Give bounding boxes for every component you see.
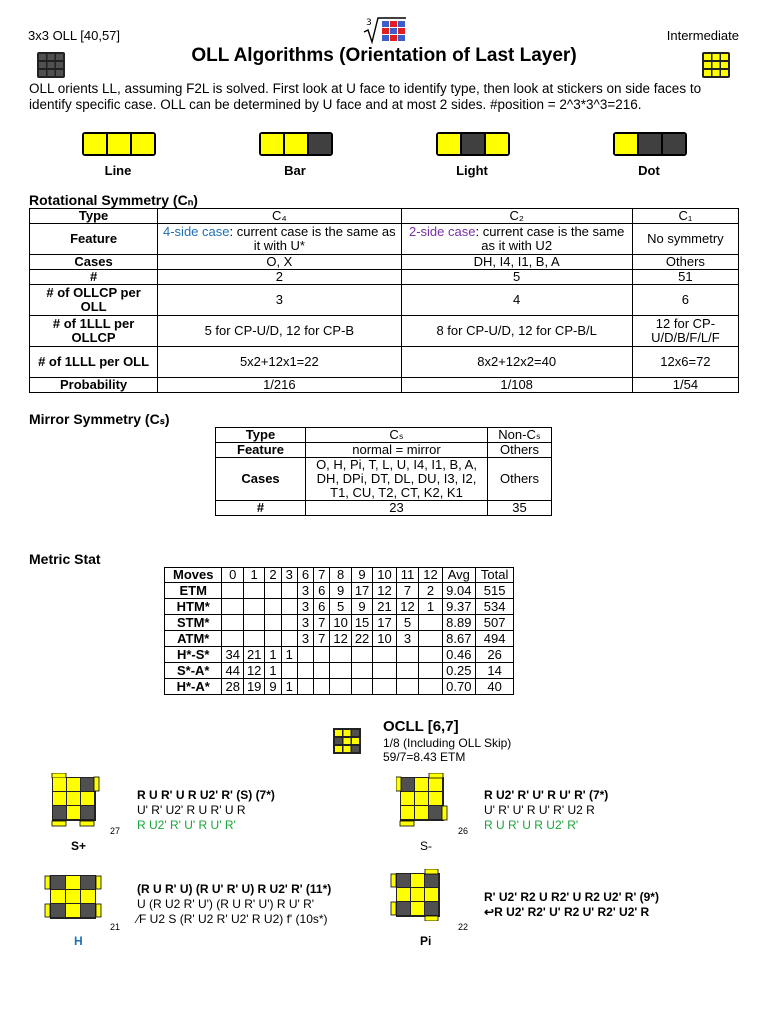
table-cell: 5 [396, 615, 419, 631]
table-cell [330, 647, 351, 663]
table-cell: 17 [373, 615, 396, 631]
table-cell: 3 [297, 583, 313, 599]
intro-paragraph: OLL orients LL, assuming F2L is solved. First look at U face to identify type, then look at stickers on side faces to identify specific case. OLL can be determined by U face and at most 2 sides. #position = 2^3*3^3=216. [29, 81, 702, 112]
table-cell [330, 663, 351, 679]
yellow-sticker [84, 134, 108, 154]
table-cell: DH, I4, I1, B, A [401, 255, 632, 270]
table-cell: No symmetry [632, 224, 738, 255]
table-cell: 1 [281, 647, 297, 663]
table-cell: 8.67 [442, 631, 475, 647]
table-row [165, 583, 514, 599]
table-row [165, 631, 514, 647]
ocll-etm: 59/7=8.43 ETM [383, 750, 466, 764]
yellow-cube-icon [702, 52, 730, 83]
table-cell: 1 [265, 663, 281, 679]
table-cell: 1/216 [158, 378, 401, 393]
table-cell: 35 [488, 501, 552, 516]
col-header: Moves [165, 568, 222, 583]
table-cell [396, 663, 419, 679]
edge-type-label: Bar [284, 163, 306, 178]
table-cell: 1 [281, 679, 297, 695]
table-cell [351, 647, 372, 663]
table-cell: 3 [396, 631, 419, 647]
c4-feature-text: : current case is the same as it with U* [229, 224, 396, 253]
table-cell: 0.70 [442, 679, 475, 695]
table-cell [314, 647, 330, 663]
c4-prefix: 4-side case [163, 224, 230, 239]
yellow-sticker [486, 134, 508, 154]
row-label: S*-A* [165, 663, 222, 679]
c2-prefix: 2-side case [408, 224, 476, 239]
case-wide-alg: ⁄F U2 S (R' U2 R' U2' R U2) f' (10s*) [137, 912, 328, 926]
gray-sticker [663, 134, 685, 154]
table-cell [373, 679, 396, 695]
col-header: 11 [396, 568, 419, 583]
row-label: H*-A* [165, 679, 222, 695]
table-cell [314, 663, 330, 679]
table-row [30, 255, 739, 270]
table-cell: O, H, Pi, T, L, U, I4, I1, B, A, DH, DPi, DT, DL, DU, I3, I2, T1, CU, T2, CT, K2, K1 [306, 458, 488, 501]
table-cell [401, 224, 632, 255]
table-cell: 12 [396, 599, 419, 615]
col-header: 6 [297, 568, 313, 583]
table-cell: 10 [330, 615, 351, 631]
table-cell: 26 [475, 647, 513, 663]
case-alt-alg: U' R' U' R U' R' U2 R [484, 803, 595, 817]
table-cell: 34 [222, 647, 243, 663]
mirror-table [215, 427, 552, 516]
table-cell [297, 647, 313, 663]
row-label: ETM [165, 583, 222, 599]
row-label: Feature [216, 443, 306, 458]
col-header: Type [216, 428, 306, 443]
case-primary-alg: R' U2' R2 U R2' U R2 U2' R' (9*) [484, 890, 659, 904]
col-header: 0 [222, 568, 243, 583]
col-header: 7 [314, 568, 330, 583]
table-cell: 22 [351, 631, 372, 647]
table-cell: 15 [351, 615, 372, 631]
table-cell: 9.37 [442, 599, 475, 615]
table-cell: O, X [158, 255, 401, 270]
table-row [30, 224, 739, 255]
ocll-cube-icon [333, 728, 361, 759]
col-header: Total [475, 568, 513, 583]
table-cell [330, 679, 351, 695]
table-cell [265, 599, 281, 615]
table-cell: 4 [401, 285, 632, 316]
row-label: STM* [165, 615, 222, 631]
table-cell [281, 615, 297, 631]
table-cell [281, 599, 297, 615]
table-cell [419, 679, 442, 695]
table-cell: 7 [314, 631, 330, 647]
table-cell: 1/54 [632, 378, 738, 393]
yellow-sticker [285, 134, 309, 154]
table-cell [281, 663, 297, 679]
table-cell [314, 679, 330, 695]
case-primary-alg: (R U R' U) (R U' R' U) R U2' R' (11*) [137, 882, 332, 896]
table-cell [158, 224, 401, 255]
table-cell: normal = mirror [306, 443, 488, 458]
case-pi-diagram-icon [388, 869, 448, 926]
table-cell [351, 663, 372, 679]
mirror-mark-icon: ↩ [484, 905, 495, 919]
svg-text:3: 3 [366, 18, 372, 28]
edge-type-label: Dot [638, 163, 660, 178]
table-row [165, 647, 514, 663]
col-header: C₂ [401, 209, 632, 224]
table-cell [265, 583, 281, 599]
table-row [165, 663, 514, 679]
dark-cube-icon [37, 52, 65, 83]
table-cell: 3 [297, 599, 313, 615]
table-cell [243, 615, 264, 631]
table-cell [419, 615, 442, 631]
table-row [30, 316, 739, 347]
col-header: 3 [281, 568, 297, 583]
table-row [216, 501, 552, 516]
case-name: H [74, 934, 83, 948]
row-label: # [216, 501, 306, 516]
table-cell [373, 647, 396, 663]
table-cell [265, 615, 281, 631]
table-cell: 9.04 [442, 583, 475, 599]
table-cell: 12 [243, 663, 264, 679]
table-cell: 1 [265, 647, 281, 663]
yellow-sticker [132, 134, 154, 154]
table-cell: Others [488, 443, 552, 458]
case-name: Pi [420, 934, 432, 948]
wide-move-mark-icon: ⁄ [137, 912, 140, 926]
table-cell: 6 [314, 599, 330, 615]
table-cell [222, 631, 243, 647]
table-cell [373, 663, 396, 679]
row-label: Probability [30, 378, 158, 393]
table-cell [351, 679, 372, 695]
table-row [30, 270, 739, 285]
table-cell: 6 [632, 285, 738, 316]
table-cell: 5 [401, 270, 632, 285]
case-number: 22 [458, 922, 469, 932]
table-cell: 1/108 [401, 378, 632, 393]
yellow-sticker [438, 134, 462, 154]
table-cell [243, 631, 264, 647]
table-cell [222, 615, 243, 631]
row-label: Cases [30, 255, 158, 270]
case-inverse-alg: R U R' U R U2' R' [484, 818, 579, 832]
table-cell: 5 for CP-U/D, 12 for CP-B [158, 316, 401, 347]
col-header: C₁ [632, 209, 738, 224]
table-cell: 5x2+12x1=22 [158, 347, 401, 378]
table-cell: 51 [632, 270, 738, 285]
gray-sticker [309, 134, 331, 154]
table-cell: 2 [158, 270, 401, 285]
table-cell: 8.89 [442, 615, 475, 631]
rotational-table [29, 208, 739, 393]
table-cell: 10 [373, 631, 396, 647]
table-cell: 9 [351, 599, 372, 615]
case-inverse-alg: R U2' R' U' R U' R' [137, 818, 236, 832]
metric-heading: Metric Stat [29, 551, 101, 567]
table-cell: 515 [475, 583, 513, 599]
table-cell [396, 679, 419, 695]
row-label: Feature [30, 224, 158, 255]
table-cell: Others [488, 458, 552, 501]
case-s-plus-diagram-icon [48, 773, 100, 834]
row-label: # [30, 270, 158, 285]
table-cell [243, 583, 264, 599]
table-cell: 0.25 [442, 663, 475, 679]
ocll-title: OCLL [6,7] [383, 718, 459, 735]
table-cell: 534 [475, 599, 513, 615]
table-cell [243, 599, 264, 615]
table-row [165, 568, 514, 583]
edge-type-label: Line [104, 163, 132, 178]
table-cell [265, 631, 281, 647]
table-cell: 40 [475, 679, 513, 695]
table-cell: 3 [158, 285, 401, 316]
col-header: 8 [330, 568, 351, 583]
table-cell [222, 583, 243, 599]
mirror-heading: Mirror Symmetry (Cₛ) [29, 411, 170, 427]
table-cell: 12 [373, 583, 396, 599]
table-cell: Others [632, 255, 738, 270]
table-cell [297, 679, 313, 695]
table-cell: 8x2+12x2=40 [401, 347, 632, 378]
table-cell [281, 631, 297, 647]
table-cell: 9 [265, 679, 281, 695]
col-header: 9 [351, 568, 372, 583]
yellow-sticker [108, 134, 132, 154]
yellow-sticker [615, 134, 639, 154]
table-row [216, 443, 552, 458]
table-cell: 12 [330, 631, 351, 647]
table-cell [419, 663, 442, 679]
table-cell: 8 for CP-U/D, 12 for CP-B/L [401, 316, 632, 347]
table-row [216, 458, 552, 501]
table-cell: 44 [222, 663, 243, 679]
table-cell: 17 [351, 583, 372, 599]
row-label: ATM* [165, 631, 222, 647]
edge-type-label: Light [456, 163, 488, 178]
table-cell: 507 [475, 615, 513, 631]
table-cell: 23 [306, 501, 488, 516]
table-cell [396, 647, 419, 663]
rotational-heading: Rotational Symmetry (Cₙ) [29, 192, 198, 208]
table-cell: 494 [475, 631, 513, 647]
case-alt-alg: U' R' U2' R U R' U R [137, 803, 246, 817]
table-cell: 21 [373, 599, 396, 615]
table-row [30, 378, 739, 393]
table-row [165, 679, 514, 695]
table-cell: 3 [297, 631, 313, 647]
table-cell [419, 631, 442, 647]
row-label: # of 1LLL per OLLCP [30, 316, 158, 347]
case-number: 26 [458, 826, 469, 836]
row-label: # of OLLCP per OLL [30, 285, 158, 316]
table-cell: 9 [330, 583, 351, 599]
page-title: OLL Algorithms (Orientation of Last Layer) [191, 45, 577, 66]
table-cell: 7 [314, 615, 330, 631]
col-header: Type [30, 209, 158, 224]
table-cell [281, 583, 297, 599]
table-cell: 0.46 [442, 647, 475, 663]
gray-sticker [639, 134, 663, 154]
edge-type-bar [259, 132, 333, 156]
edge-type-bar [82, 132, 156, 156]
table-row [30, 347, 739, 378]
table-cell: 1 [419, 599, 442, 615]
table-cell [419, 647, 442, 663]
yellow-sticker [261, 134, 285, 154]
table-cell: 12x6=72 [632, 347, 738, 378]
table-cell: 6 [314, 583, 330, 599]
cube-root-logo-icon [362, 16, 406, 44]
level-tag-left: 3x3 OLL [40,57] [28, 28, 121, 43]
col-header: Cₛ [306, 428, 488, 443]
ocll-probability: 1/8 (Including OLL Skip) [383, 736, 512, 750]
table-row [30, 285, 739, 316]
table-cell: 5 [330, 599, 351, 615]
case-alt-alg: U (R U2 R' U') (R U R' U') R U' R' [137, 897, 315, 911]
col-header: 2 [265, 568, 281, 583]
case-s-minus-diagram-icon [396, 773, 452, 834]
case-name: S- [420, 839, 432, 853]
case-number: 21 [110, 922, 121, 932]
row-label: HTM* [165, 599, 222, 615]
gray-sticker [462, 134, 486, 154]
table-cell: 7 [396, 583, 419, 599]
table-row [165, 599, 514, 615]
row-label: Cases [216, 458, 306, 501]
c2-feature-text: : current case is the same as it with U2 [475, 224, 625, 253]
col-header: 1 [243, 568, 264, 583]
table-row [30, 209, 739, 224]
col-header: C₄ [158, 209, 401, 224]
table-row [165, 615, 514, 631]
table-cell: 12 for CP-U/D/B/F/L/F [632, 316, 738, 347]
row-label: # of 1LLL per OLL [30, 347, 158, 378]
table-cell [222, 599, 243, 615]
table-row [216, 428, 552, 443]
col-header: 10 [373, 568, 396, 583]
case-number: 27 [110, 826, 121, 836]
case-primary-alg: R U2' R' U' R U' R' (7*) [484, 788, 609, 802]
col-header: Non-Cₛ [488, 428, 552, 443]
edge-type-bar [613, 132, 687, 156]
table-cell: 2 [419, 583, 442, 599]
col-header: 12 [419, 568, 442, 583]
case-name: S+ [71, 839, 87, 853]
col-header: Avg [442, 568, 475, 583]
edge-type-bar [436, 132, 510, 156]
case-alt-alg: ↩R U2' R2' U' R2 U' R2' U2' R [484, 905, 650, 919]
table-cell: 14 [475, 663, 513, 679]
table-cell: 19 [243, 679, 264, 695]
level-tag-right: Intermediate [666, 28, 739, 43]
row-label: H*-S* [165, 647, 222, 663]
table-cell: 28 [222, 679, 243, 695]
table-cell: 21 [243, 647, 264, 663]
metric-table [164, 567, 514, 695]
table-cell: 3 [297, 615, 313, 631]
case-primary-alg: R U R' U R U2' R' (S) (7*) [137, 788, 275, 802]
table-cell [297, 663, 313, 679]
case-h-diagram-icon [42, 873, 104, 926]
